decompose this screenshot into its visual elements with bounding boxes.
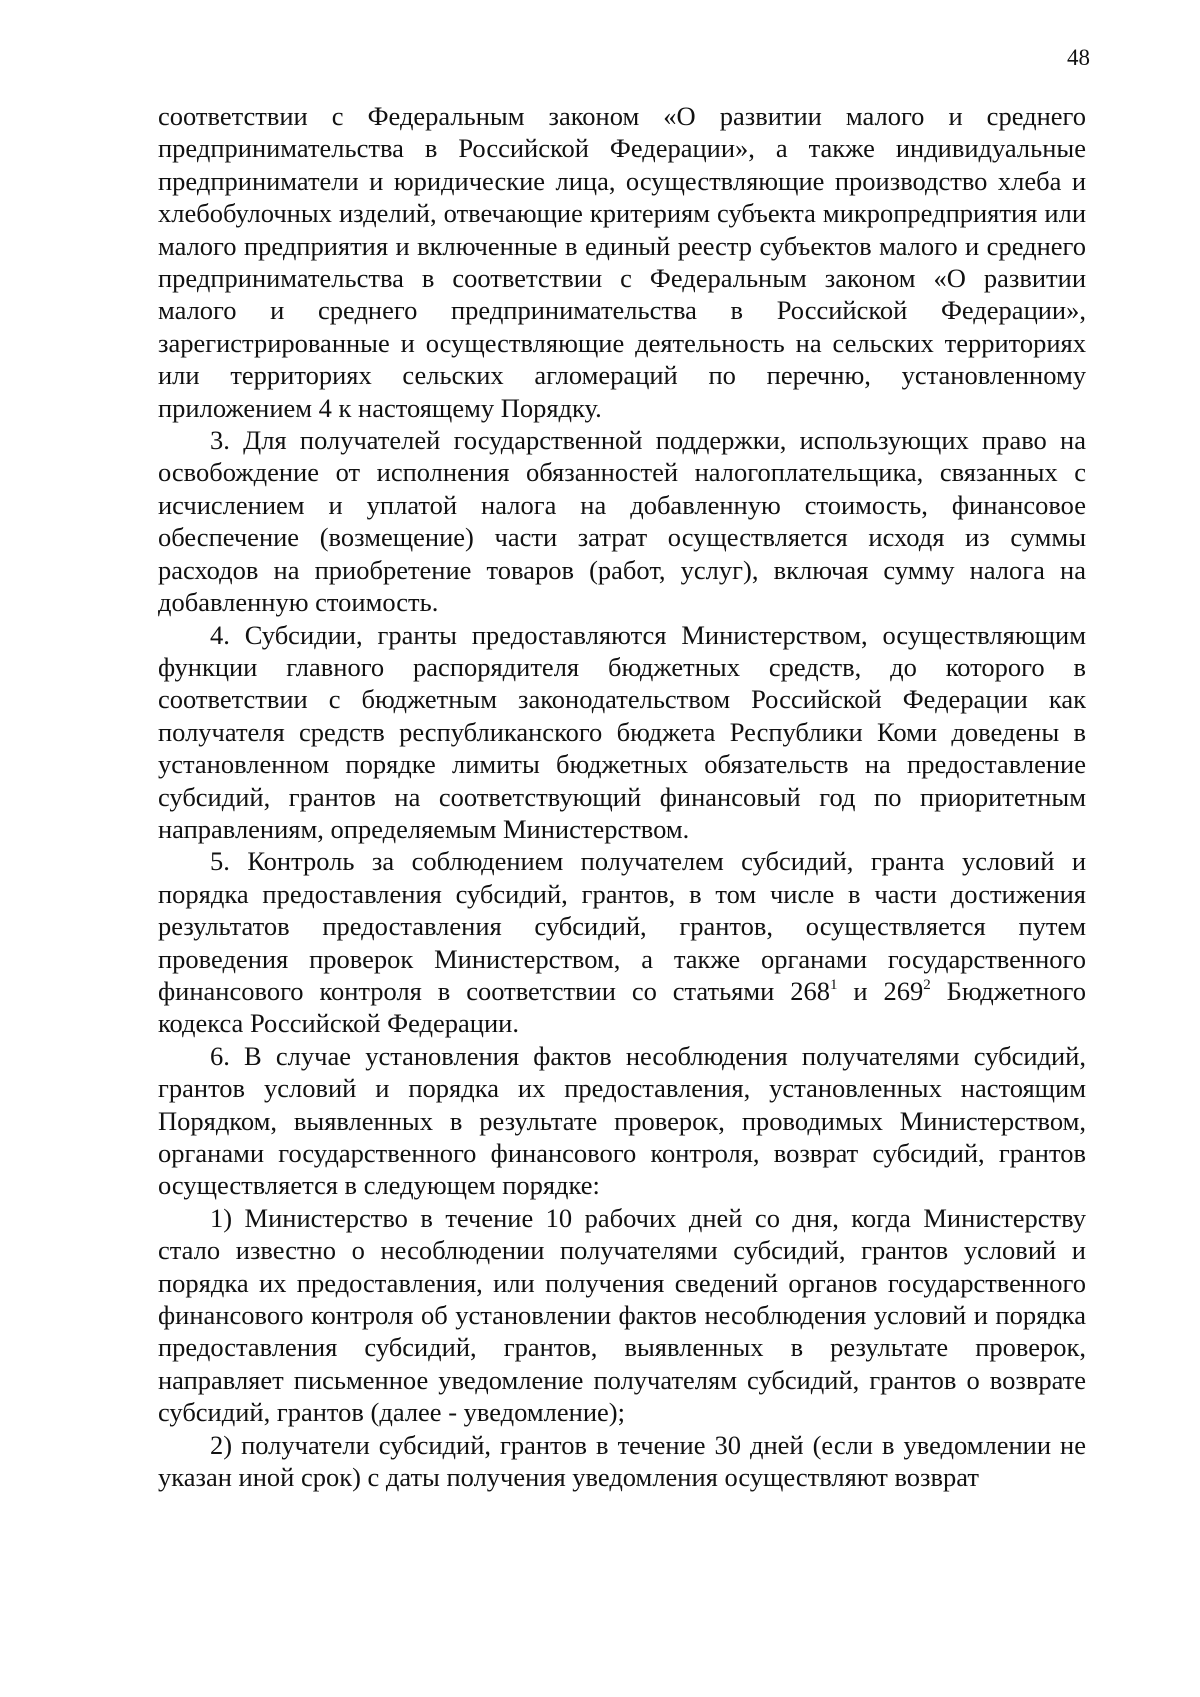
superscript-1: 1 [829, 976, 838, 993]
list-item-1: 1) Министерство в течение 10 рабочих дней со дня, когда Министерству стало известно о несоблюдении получателями субсидий, грантов условий и порядка их предоставления, или получения сведений органов государственного финансового контроля об установлении фактов несоблюдения условий и порядка предоставления субсидий, грантов, выявленных в результате проверок, направляет письменное уведомление получателям субсидий, грантов о возврате субсидий, грантов (далее - уведомление); [158, 1202, 1086, 1428]
list-item-2: 2) получатели субсидий, грантов в течение 30 дней (если в уведомлении не указан иной срок) с даты получения уведомления осуществляют возврат [158, 1429, 1086, 1493]
paragraph-continuation: соответствии с Федеральным законом «О развитии малого и среднего предпринимательства в Российской Федерации», а также индивидуальные предприниматели и юридические лица, осуществляющие производство хлеба и хлебобулочных изделий, отвечающие критериям субъекта микропредприятия или малого предприятия и включенные в единый реестр субъектов малого и среднего предпринимательства в соответствии с Федеральным законом «О развитии малого и среднего предпринимательства в Российской Федерации», зарегистрированные и осуществляющие деятельность на сельских территориях или территориях сельских агломераций по перечню, установленному приложением 4 к настоящему Порядку. [158, 101, 1086, 423]
paragraph-5-text-end: Бюджетного кодекса Российской Федерации. [158, 975, 1086, 1039]
document-body [158, 100, 1086, 1493]
paragraph-6: 6. В случае установления фактов несоблюдения получателями субсидий, грантов условий и порядка их предоставления, установленных настоящим Порядком, выявленных в результате проверок, проводимых Министерством, органами государственного финансового контроля, возврат субсидий, грантов осуществляется в следующем порядке: [158, 1040, 1086, 1201]
paragraph-3: 3. Для получателей государственной поддержки, использующих право на освобождение от исполнения обязанностей налогоплательщика, связанных с исчислением и уплатой налога на добавленную стоимость, финансовое обеспечение (возмещение) части затрат осуществляется исходя из суммы расходов на приобретение товаров (работ, услуг), включая сумму налога на добавленную стоимость. [158, 425, 1086, 618]
paragraph-5-text-middle: и 269 [837, 975, 924, 1006]
superscript-2: 2 [923, 976, 931, 993]
paragraph-5 [158, 845, 1086, 1039]
page-number: 48 [1067, 45, 1090, 70]
paragraph-4: 4. Субсидии, гранты предоставляются Министерством, осуществляющим функции главного распорядителя бюджетных средств, до которого в соответствии с бюджетным законодательством Российской Федерации как получателя средств республиканского бюджета Республики Коми доведены в установленном порядке лимиты бюджетных обязательств на предоставление субсидий, грантов на соответствующий финансовый год по приоритетным направлениям, определяемым Министерством. [158, 619, 1086, 844]
paragraph-5-text-start: 5. Контроль за соблюдением получателем субсидий, гранта условий и порядка предоставления субсидий, грантов, в том числе в части достижения результатов предоставления субсидий, грантов, осуществляется путем проведения проверок Министерством, а также органами государственного финансового контроля в соответствии со статьями 268 [158, 846, 1086, 1006]
